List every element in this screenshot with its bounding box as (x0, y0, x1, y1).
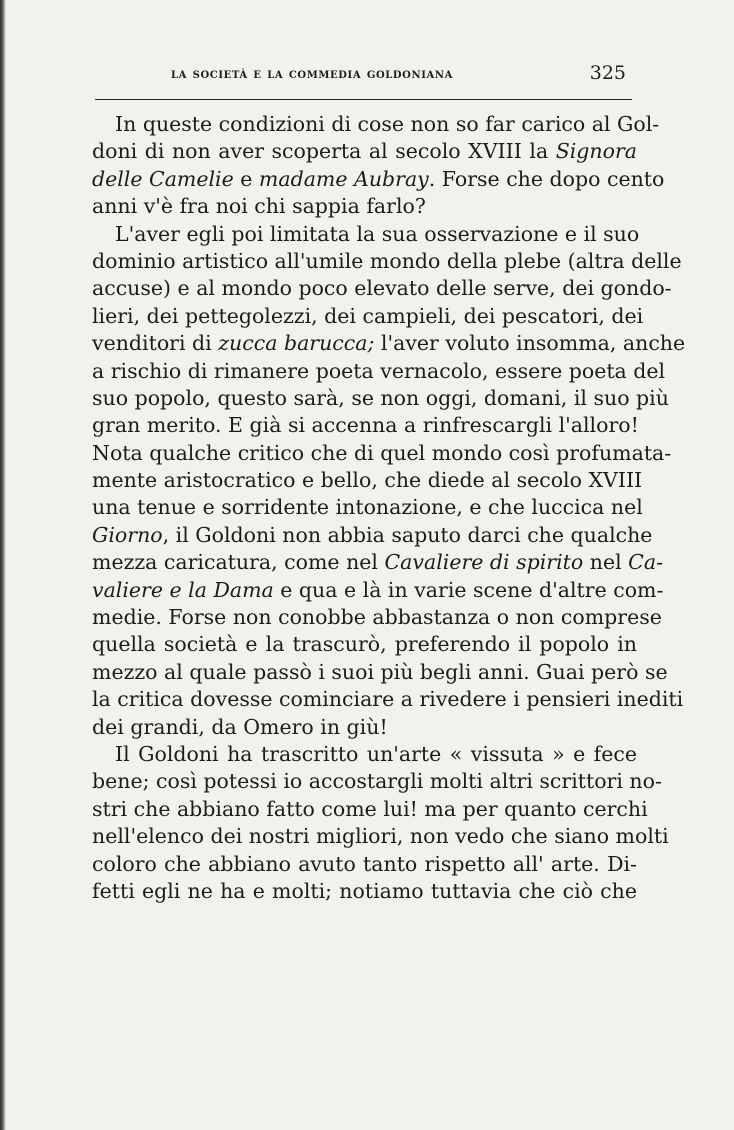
text-segment: venditori di (92, 331, 219, 356)
text-line (92, 878, 637, 905)
text-line (92, 111, 660, 138)
text-line (92, 631, 637, 658)
text-segment: anni v'è fra noi chi sappia farlo? (92, 194, 426, 219)
text-segment: mezzo al quale passò i suoi più begli anni. Guai però se (92, 659, 668, 684)
text-segment: Il Goldoni ha trascritto un'arte « vissuta » e fece (115, 741, 637, 766)
page-number: 325 (589, 62, 626, 84)
text-segment: coloro che abbiano avuto tanto rispetto all' arte. Di- (92, 851, 637, 876)
text-segment: e qua e là in varie scene d'altre com- (273, 577, 664, 602)
text-line (92, 166, 665, 193)
text-segment: suo popolo, questo sarà, se non oggi, domani, il suo più (92, 385, 669, 410)
italic-text: Giorno (92, 522, 163, 547)
italic-text: valiere e la Dama (92, 577, 274, 602)
text-line (92, 741, 637, 768)
text-line (92, 549, 664, 576)
text-segment: quella società e la trascurò, preferendo il popolo in (92, 632, 637, 657)
text-segment: e (233, 166, 259, 191)
text-line (92, 412, 637, 439)
italic-text: Cavaliere di spirito (384, 550, 584, 575)
text-segment: , il Goldoni non abbia saputo darci che qualche (162, 522, 653, 547)
text-line (92, 303, 644, 330)
text-line (92, 440, 672, 467)
header-rule (95, 99, 632, 100)
text-segment: doni di non aver scoperta al secolo XVIII la (92, 139, 556, 164)
italic-text: delle Camelie (92, 166, 234, 191)
italic-text: Ca- (628, 550, 664, 575)
text-line (92, 659, 668, 686)
page-header (95, 62, 632, 92)
italic-text: madame Aubray (258, 166, 429, 191)
text-line (92, 686, 684, 713)
text-line (92, 604, 662, 631)
text-segment: nell'elenco dei nostri migliori, non vedo che siano molti (92, 824, 669, 849)
text-line (92, 467, 643, 494)
italic-text: zucca barucca; (218, 331, 375, 356)
text-segment: dei grandi, da Omero in giù! (92, 714, 388, 739)
text-line (92, 494, 643, 521)
text-segment: mente aristocratico e bello, che diede al secolo XVIII (92, 468, 643, 493)
text-line (92, 768, 662, 795)
text-line (92, 714, 637, 741)
body-text (92, 111, 686, 905)
text-line (92, 851, 637, 878)
text-line (92, 248, 682, 275)
text-line (92, 577, 664, 604)
text-segment: l'aver voluto insomma, anche (374, 331, 686, 356)
text-segment: gran merito. E già si accenna a rinfrescargli l'alloro! (92, 413, 639, 438)
italic-text: Signora (555, 139, 637, 164)
text-line (92, 358, 666, 385)
running-title: la società e la commedia goldoniana (171, 65, 453, 82)
text-line (92, 138, 637, 165)
text-line (92, 522, 653, 549)
page-binding-edge (0, 0, 6, 1130)
text-line (92, 193, 637, 220)
text-line (92, 796, 648, 823)
text-segment: accuse) e al mondo poco elevato delle serve, dei gondo- (92, 276, 672, 301)
text-segment: fetti egli ne ha e molti; notiamo tuttavia che ciò che (92, 878, 637, 903)
text-segment: dominio artistico all'umile mondo della plebe (altra delle (92, 248, 682, 273)
text-segment: stri che abbiano fatto come lui! ma per quanto cerchi (92, 796, 648, 821)
text-line (92, 823, 669, 850)
text-segment: lieri, dei pettegolezzi, dei campieli, dei pescatori, dei (92, 303, 644, 328)
text-line (92, 385, 669, 412)
text-line (92, 221, 640, 248)
text-segment: Nota qualche critico che di quel mondo così profumata- (92, 440, 672, 465)
text-line (92, 275, 672, 302)
text-line (92, 330, 686, 357)
text-segment: nel (583, 550, 629, 575)
text-segment: a rischio di rimanere poeta vernacolo, essere poeta del (92, 358, 666, 383)
text-segment: una tenue e sorridente intonazione, e che luccica nel (92, 495, 643, 520)
text-segment: mezza caricatura, come nel (92, 550, 385, 575)
text-segment: In queste condizioni di cose non so far carico al Gol- (115, 112, 660, 136)
text-segment: L'aver egli poi limitata la sua osservazione e il suo (115, 221, 640, 246)
text-segment: la critica dovesse cominciare a rivedere i pensieri inediti (92, 687, 684, 712)
text-segment: medie. Forse non conobbe abbastanza o non comprese (92, 605, 662, 630)
text-segment: . Forse che dopo cento (428, 166, 665, 191)
text-segment: bene; così potessi io accostargli molti altri scrittori no- (92, 769, 662, 794)
